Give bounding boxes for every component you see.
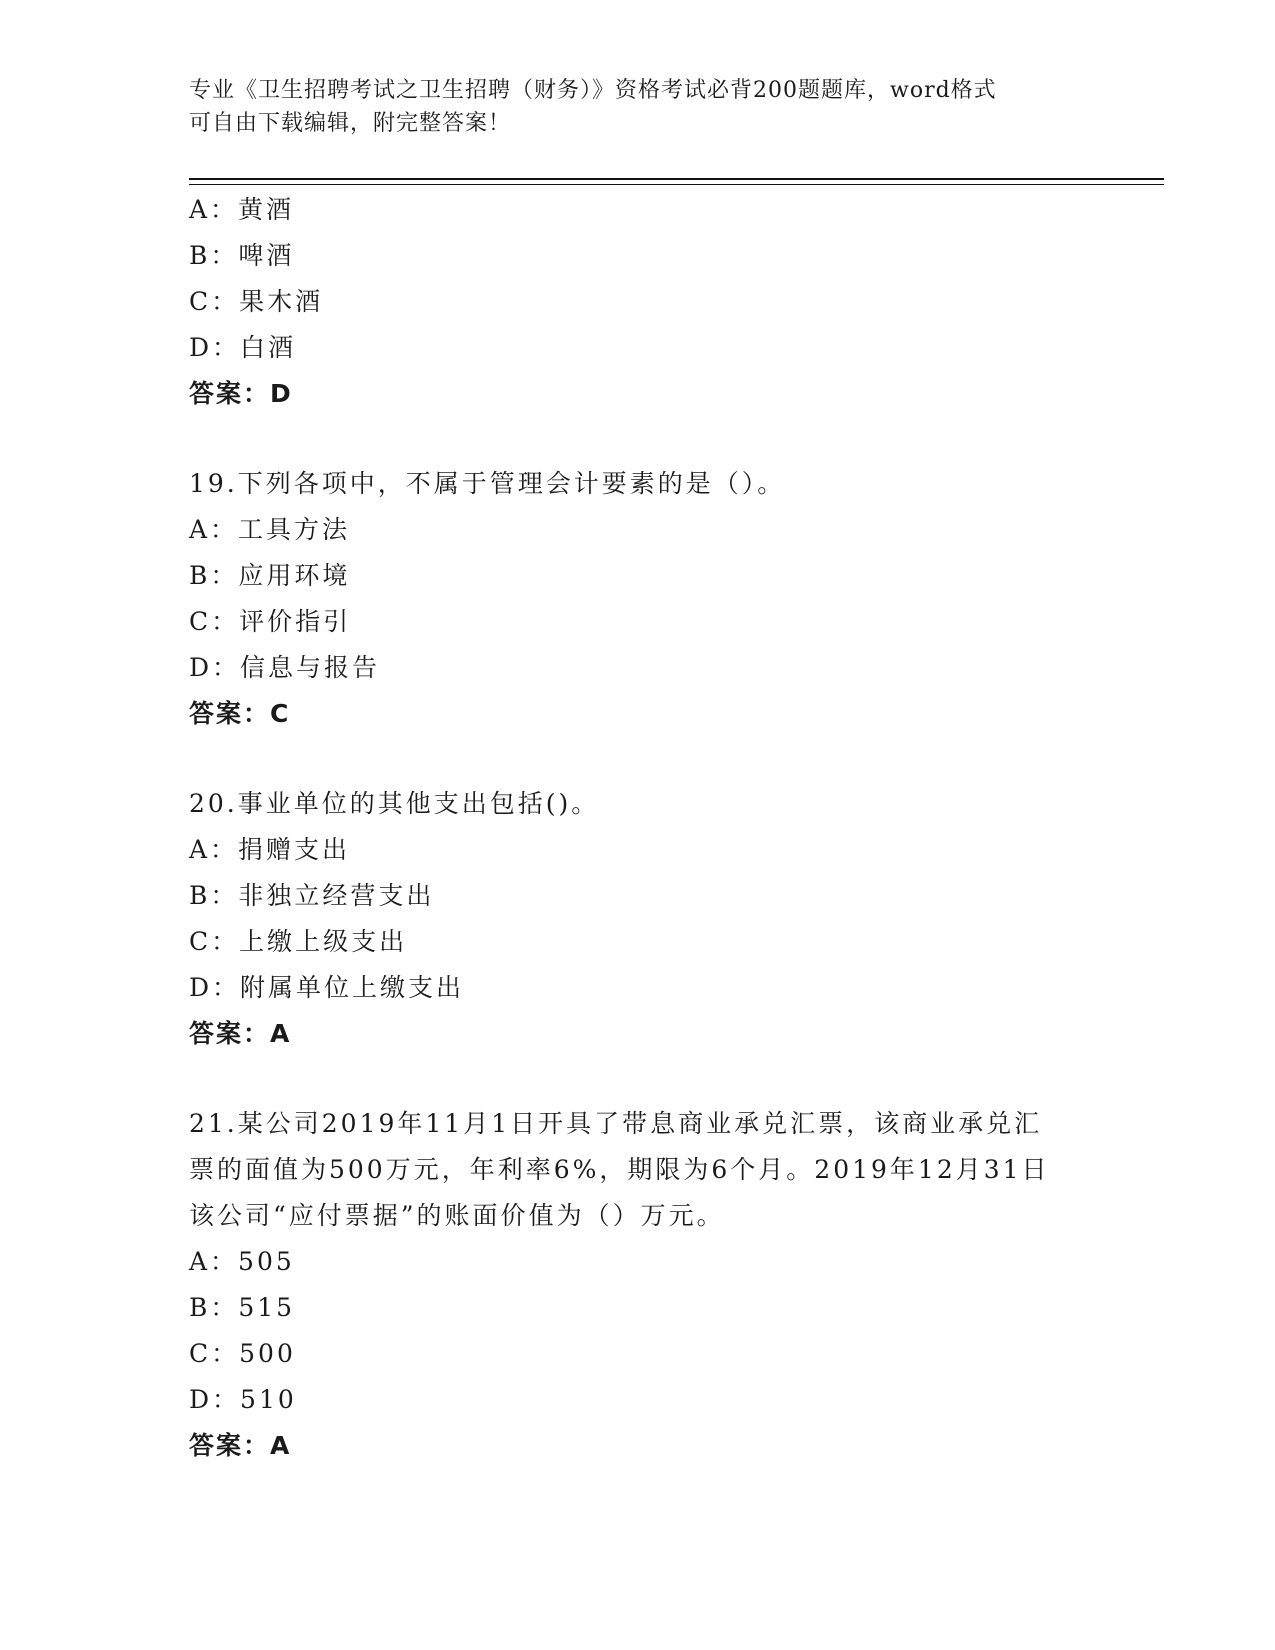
option-c: C：上缴上级支出: [189, 927, 408, 956]
question-block-19: [189, 461, 1089, 737]
document-header: [189, 74, 1089, 140]
option-a: A：505: [189, 1247, 295, 1276]
answer-line: 答案：D: [189, 379, 293, 408]
option-d: D：信息与报告: [189, 653, 381, 682]
answer-line: 答案：A: [189, 1019, 292, 1048]
question-stem-line-3: 该公司“应付票据”的账面价值为（）万元。: [189, 1201, 725, 1230]
option-b: B：啤酒: [189, 241, 295, 270]
answer-line: 答案：A: [189, 1431, 292, 1460]
option-d: D：510: [189, 1385, 297, 1414]
question-block-20: [189, 781, 1089, 1057]
question-stem: 20.事业单位的其他支出包括()。: [189, 789, 600, 818]
question-spacer: [189, 737, 1089, 781]
option-b: B：515: [189, 1293, 296, 1322]
question-block-21: [189, 1101, 1089, 1469]
header-divider-thick: [189, 178, 1164, 180]
option-d: D：附属单位上缴支出: [189, 973, 465, 1002]
option-a: A：捐赠支出: [189, 835, 351, 864]
question-block-prev: [189, 187, 1089, 417]
header-title-line-2: 可自由下载编辑，附完整答案！: [189, 111, 512, 136]
answer-line: 答案：C: [189, 699, 291, 728]
option-b: B：非独立经营支出: [189, 881, 435, 910]
option-c: C：评价指引: [189, 607, 352, 636]
question-stem-line-2: 票的面值为500万元，年利率6%，期限为6个月。2019年12月31日: [189, 1155, 1050, 1184]
option-d: D：白酒: [189, 333, 297, 362]
header-title-line-1: 专业《卫生招聘考试之卫生招聘（财务）》资格考试必背200题题库，word格式: [189, 78, 997, 103]
question-spacer: [189, 1057, 1089, 1101]
option-c: C：500: [189, 1339, 296, 1368]
question-stem: 19.下列各项中，不属于管理会计要素的是（）。: [189, 469, 786, 498]
question-list: [189, 187, 1089, 1469]
option-b: B：应用环境: [189, 561, 351, 590]
question-spacer: [189, 417, 1089, 461]
option-a: A：工具方法: [189, 515, 351, 544]
option-c: C：果木酒: [189, 287, 324, 316]
header-divider-thin: [189, 184, 1164, 185]
option-a: A：黄酒: [189, 195, 295, 224]
question-stem-line-1: 21.某公司2019年11月1日开具了带息商业承兑汇票，该商业承兑汇: [189, 1109, 1043, 1138]
